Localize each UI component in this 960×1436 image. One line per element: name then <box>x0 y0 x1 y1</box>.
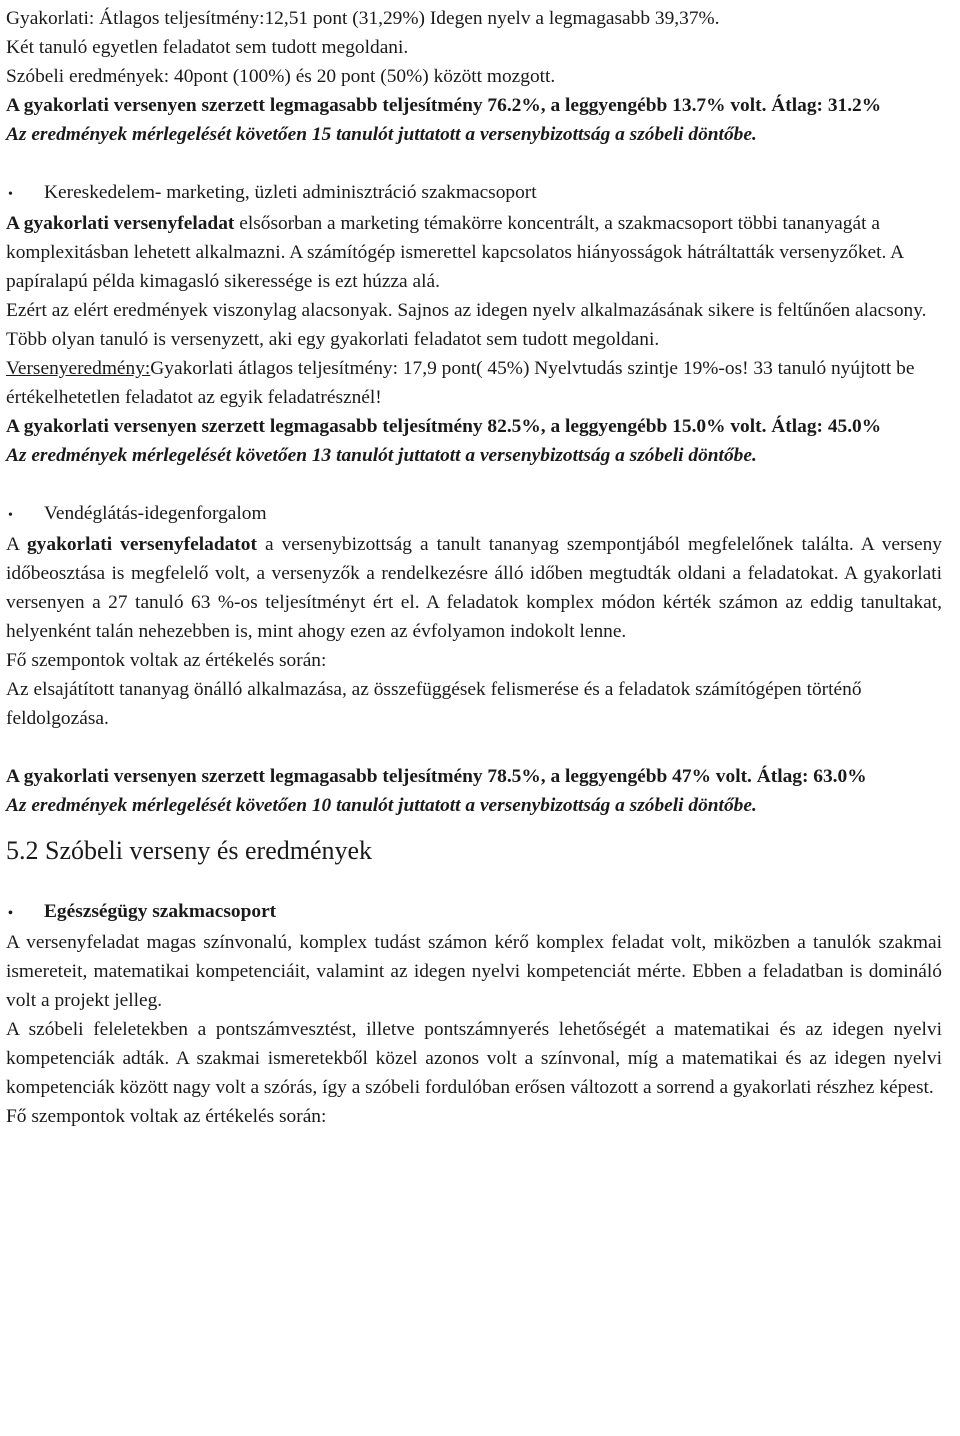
versenyeredmeny-label: Versenyeredmény: <box>6 358 151 379</box>
vendeglatas-p1-lead: gyakorlati versenyfeladatot <box>26 534 257 555</box>
vendeglatas-paragraph-1 <box>6 530 942 646</box>
egeszsegugy-paragraph-3: Fő szempontok voltak az értékelés során: <box>6 1106 327 1127</box>
intro-final-note: Az eredmények mérlegelését követően 15 tanulót juttatott a versenybizottság a szóbeli döntőbe. <box>6 124 757 145</box>
vendeglatas-heading <box>6 499 942 530</box>
vendeglatas-paragraph-2: Fő szempontok voltak az értékelés során: <box>6 650 327 671</box>
intro-line-2: Két tanuló egyetlen feladatot sem tudott megoldani. <box>6 37 409 58</box>
spacer <box>6 149 942 178</box>
kereskedelem-heading-text: Kereskedelem- marketing, üzleti adminisztráció szakmacsoport <box>44 182 537 203</box>
egeszsegugy-heading-text: Egészségügy szakmacsoport <box>44 901 277 922</box>
spacer <box>6 820 942 834</box>
kereskedelem-paragraph-3 <box>6 354 942 412</box>
intro-line-3: Szóbeli eredmények: 40pont (100%) és 20 pont (50%) között mozgott. <box>6 66 556 87</box>
intro-result-summary: A gyakorlati versenyen szerzett legmagasabb teljesítmény 76.2%, a leggyengébb 13.7% volt. Átlag: 31.2% <box>6 95 882 116</box>
bullet-icon: • <box>8 187 13 202</box>
vendeglatas-p1-rest: a versenybizottság a tanult tananyag szempontjából megfelelőnek találta. A verseny időbeosztása is megfelelő volt, a versenyzők a rendelkezésre álló időben megtudták oldani a feladatokat. A gyakorlati versenyen a 27 tanuló 63 %-os teljesítményt ért el. A feladatok komplex módon kérték számon az eddig tanultakat, helyenként talán nehezebben is, mint ahogy ezen az évfolyamon indokolt lenne. <box>6 534 942 642</box>
spacer <box>6 733 942 762</box>
kereskedelem-paragraph-1 <box>6 209 942 296</box>
kereskedelem-paragraph-2: Ezért az elért eredmények viszonylag alacsonyak. Sajnos az idegen nyelv alkalmazásának sikere is feltűnően alacsony. Több olyan tanuló is versenyzett, aki egy gyakorlati feladatot sem tudott megoldani. <box>6 300 927 350</box>
intro-line-1: Gyakorlati: Átlagos teljesítmény:12,51 pont (31,29%) Idegen nyelv a legmagasabb 39,37%. <box>6 8 720 29</box>
section-title: 5.2 Szóbeli verseny és eredmények <box>6 836 373 865</box>
vendeglatas-paragraph-3: Az elsajátított tananyag önálló alkalmazása, az összefüggések felismerése és a feladatok számítógépen történő feldolgozása. <box>6 679 862 729</box>
kereskedelem-p3-rest: Gyakorlati átlagos teljesítmény: 17,9 pont( 45%) Nyelvtudás szintje 19%-os! 33 tanuló nyújtott be értékelhetetlen feladatot az egyik feladatrésznél! <box>6 358 915 408</box>
vendeglatas-heading-text: Vendéglátás-idegenforgalom <box>44 503 267 524</box>
egeszsegugy-paragraph-1: A versenyfeladat magas színvonalú, komplex tudást számon kérő komplex feladat volt, miközben a tanulók szakmai ismereteit, matematikai kompetenciáit, valamint az idegen nyelvi kompetenciát mérte. Ebben a feladatban is domináló volt a projekt jelleg. <box>6 932 942 1011</box>
vendeglatas-p1-pre: A <box>6 534 27 555</box>
kereskedelem-heading <box>6 178 942 209</box>
bullet-icon: • <box>8 508 13 523</box>
bullet-icon: • <box>8 906 13 921</box>
kereskedelem-final-note: Az eredmények mérlegelését követően 13 tanulót juttatott a versenybizottság a szóbeli döntőbe. <box>6 445 757 466</box>
kereskedelem-p1-lead: A gyakorlati versenyfeladat <box>6 213 235 234</box>
kereskedelem-result-summary: A gyakorlati versenyen szerzett legmagasabb teljesítmény 82.5%, a leggyengébb 15.0% volt. Átlag: 45.0% <box>6 416 882 437</box>
spacer <box>6 470 942 499</box>
egeszsegugy-heading <box>6 897 942 928</box>
egeszsegugy-paragraph-2: A szóbeli feleletekben a pontszámvesztést, illetve pontszámnyerés lehetőségét a matematikai és az idegen nyelvi kompetenciák adták. A szakmai ismeretekből közel azonos volt a színvonal, míg a matematikai és az idegen nyelvi kompetenciák között nagy volt a szórás, így a szóbeli fordulóban erősen változott a sorrend a gyakorlati részhez képest. <box>6 1019 942 1098</box>
spacer <box>6 868 942 897</box>
vendeglatas-final-note: Az eredmények mérlegelését követően 10 tanulót juttatott a versenybizottság a szóbeli döntőbe. <box>6 795 757 816</box>
vendeglatas-result-summary: A gyakorlati versenyen szerzett legmagasabb teljesítmény 78.5%, a leggyengébb 47% volt. Átlag: 63.0% <box>6 766 867 787</box>
kereskedelem-p1-rest: elsősorban a marketing témakörre koncentrált, a szakmacsoport többi tananyagát a komplexitásban lehetett alkalmazni. A számítógép ismerettel kapcsolatos hiányosságok hátráltatták versenyzőket. A papíralapú példa kimagasló sikeressége is ezt húzza alá. <box>6 213 904 292</box>
